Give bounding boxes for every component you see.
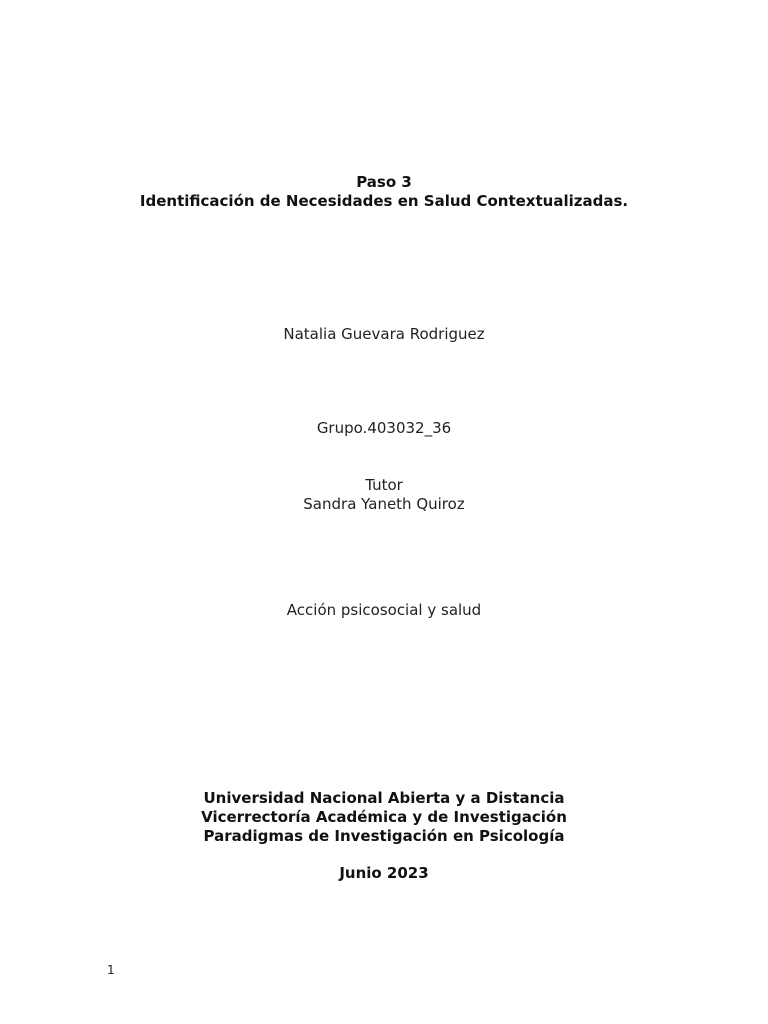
document-date: Junio 2023 xyxy=(339,864,429,882)
document-title: Identificación de Necesidades en Salud Contextualizadas. xyxy=(139,192,629,210)
author-name: Natalia Guevara Rodriguez xyxy=(283,325,485,343)
university-name: Universidad Nacional Abierta y a Distancia xyxy=(203,789,565,807)
tutor-name: Sandra Yaneth Quiroz xyxy=(303,495,465,513)
tutor-label: Tutor xyxy=(365,476,403,494)
program-name: Paradigmas de Investigación en Psicología xyxy=(203,827,565,845)
course-name: Acción psicosocial y salud xyxy=(286,601,482,619)
vice-rectorate: Vicerrectoría Académica y de Investigación xyxy=(201,808,567,826)
step-heading: Paso 3 xyxy=(356,173,412,191)
group-label: Grupo.403032_36 xyxy=(316,419,452,437)
page-number: 1 xyxy=(107,963,115,977)
